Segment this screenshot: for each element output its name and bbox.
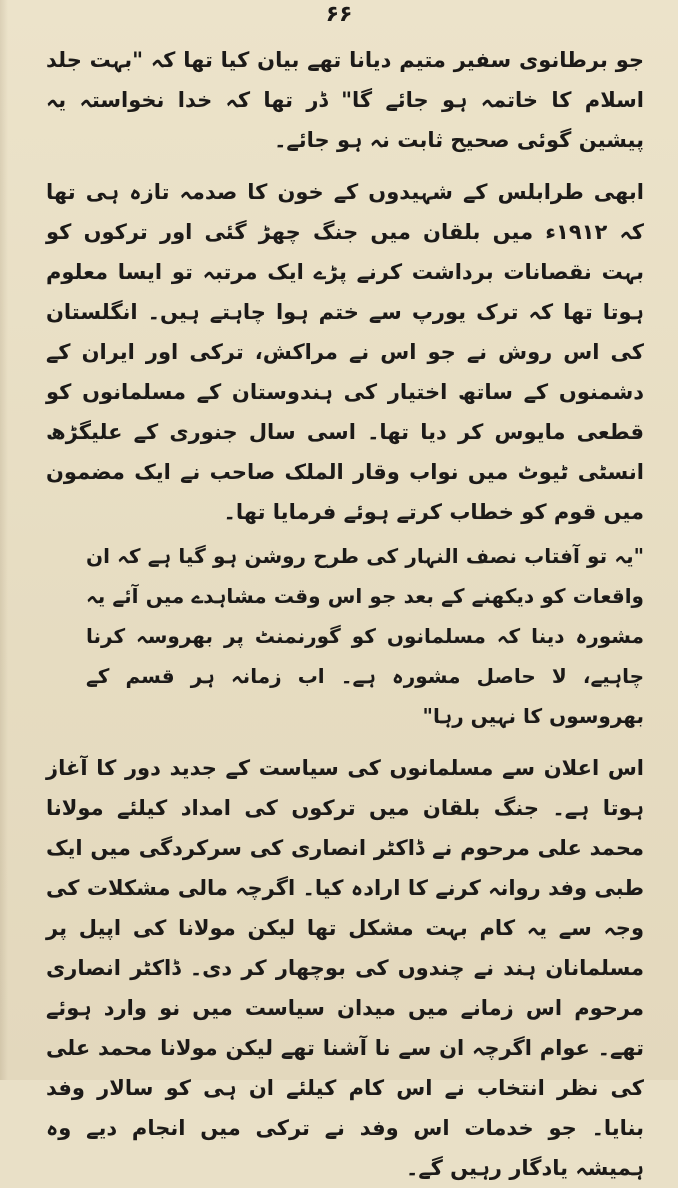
paragraph-2: ابھی طرابلس کے شہیدوں کے خون کا صدمہ تازہ ہی تھا کہ ۱۹۱۲ء میں بلقان میں جنگ چھڑ گئی اور ترکوں کو بہت نقصانات برداشت کرنے پڑے ایک مرتبہ تو ایسا معلوم ہوتا تھا کہ ترک یورپ سے ختم ہوا چاہتے ہیں۔ انگلستان کی اس روش نے جو اس نے مراکش، ترکی اور ایران کے دشمنوں کے ساتھ اختیار کی ہندوستان کے مسلمانوں کو قطعی مایوس کر دیا تھا۔ اسی سال جنوری کے علیگڑھ انسٹی ٹیوٹ میں نواب وقار الملک صاحب نے ایک مضمون میں قوم کو خطاب کرتے ہوئے فرمایا تھا۔: [46, 180, 644, 524]
quotation: "یہ تو آفتاب نصف النہار کی طرح روشن ہو گیا ہے کہ ان واقعات کو دیکھنے کے بعد جو اس وقت مشاہدے میں آئے یہ مشورہ دینا کہ مسلمانوں کو گورنمنٹ پر بھروسہ کرنا چاہیے، لا حاصل مشورہ ہے۔ اب زمانہ ہر قسم کے بھروسوں کا نہیں رہا": [86, 544, 644, 728]
page-body: [46, 40, 644, 1188]
paragraph-3: اس اعلان سے مسلمانوں کی سیاست کے جدید دور کا آغاز ہوتا ہے۔ جنگ بلقان میں ترکوں کی امداد کیلئے مولانا محمد علی مرحوم نے ڈاکٹر انصاری کی سرکردگی میں ایک طبی وفد روانہ کرنے کا ارادہ کیا۔ اگرچہ مالی مشکلات کی وجہ سے یہ کام بہت مشکل تھا لیکن مولانا کی اپیل پر مسلمانان ہند نے چندوں کی بوچھار کر دی۔ ڈاکٹر انصاری مرحوم اس زمانے میں میدان سیاست میں نو وارد ہوئے تھے۔ عوام اگرچہ ان سے نا آشنا تھے لیکن مولانا محمد علی کی نظر انتخاب نے اس کام کیلئے ان ہی کو سالار وفد بنایا۔ جو خدمات اس وفد نے ترکی میں انجام دیے وہ ہمیشہ یادگار رہیں گے۔: [46, 756, 644, 1180]
page-edge-shadow: [0, 0, 8, 1080]
paragraph-1: جو برطانوی سفیر متیم دیانا تھے بیان کیا تھا کہ "بہت جلد اسلام کا خاتمہ ہو جائے گا" ڈر تھا کہ خدا نخواستہ یہ پیشین گوئی صحیح ثابت نہ ہو جائے۔: [46, 48, 644, 152]
page-number: ۶۶: [325, 2, 353, 27]
